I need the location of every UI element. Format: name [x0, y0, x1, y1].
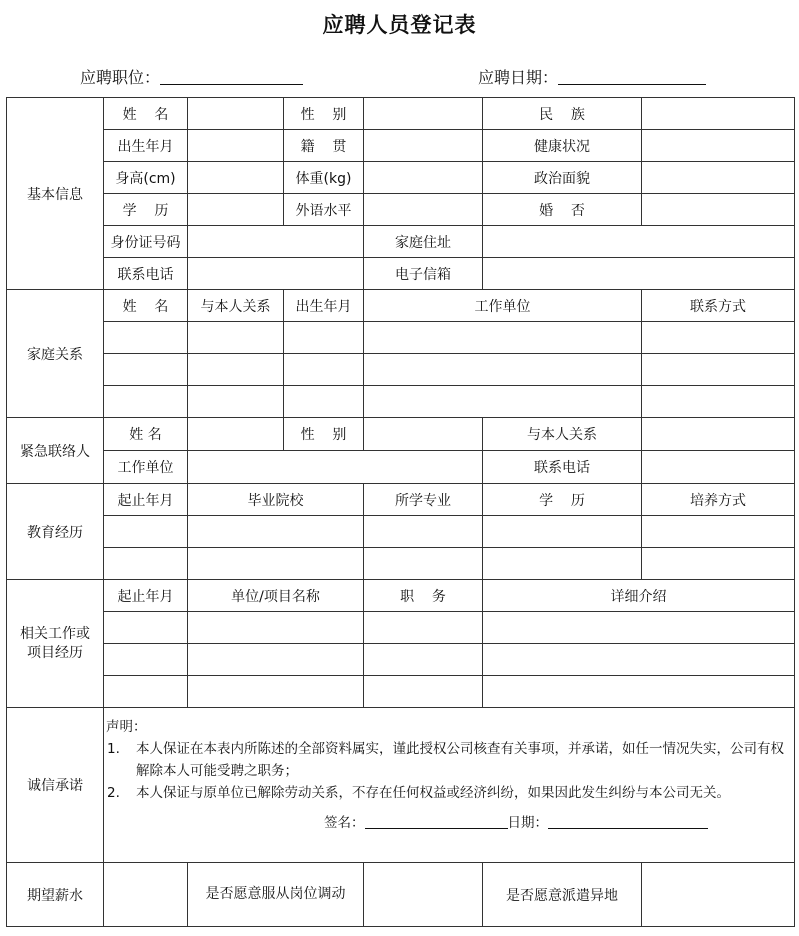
input-language[interactable]: [364, 194, 483, 226]
family-cell[interactable]: [188, 322, 284, 354]
work-header-unit: 单位/项目名称: [188, 580, 364, 612]
family-row: [7, 322, 795, 354]
label-phone: 联系电话: [104, 258, 188, 290]
family-header-relation: 与本人关系: [188, 290, 284, 322]
label-emergency-relation: 与本人关系: [483, 418, 642, 451]
work-cell[interactable]: [483, 644, 795, 676]
section-emergency-contact: 紧急联络人: [7, 418, 104, 484]
family-row: [7, 354, 795, 386]
work-header-position: 职 务: [364, 580, 483, 612]
label-id-number: 身份证号码: [104, 226, 188, 258]
education-header-period: 起止年月: [104, 484, 188, 516]
work-row: [7, 644, 795, 676]
input-emergency-phone[interactable]: [642, 451, 795, 484]
input-emergency-name[interactable]: [188, 418, 284, 451]
input-emergency-work-unit[interactable]: [188, 451, 483, 484]
education-cell[interactable]: [483, 548, 642, 580]
date-field: [478, 65, 706, 88]
registration-form: [6, 97, 795, 927]
statement-item: [106, 782, 784, 804]
label-emergency-phone: 联系电话: [483, 451, 642, 484]
sign-date-input-line[interactable]: [548, 814, 708, 829]
work-cell[interactable]: [104, 612, 188, 644]
label-health: 健康状况: [483, 130, 642, 162]
position-input-line[interactable]: [160, 68, 303, 85]
education-cell[interactable]: [483, 516, 642, 548]
section-work-line2: 项目经历: [27, 644, 83, 661]
section-work-experience: [7, 580, 104, 708]
work-cell[interactable]: [483, 612, 795, 644]
section-education: 教育经历: [7, 484, 104, 580]
work-cell[interactable]: [104, 644, 188, 676]
label-marital: 婚 否: [483, 194, 642, 226]
education-header-mode: 培养方式: [642, 484, 795, 516]
input-emergency-relation[interactable]: [642, 418, 795, 451]
input-name[interactable]: [188, 98, 284, 130]
input-native-place[interactable]: [364, 130, 483, 162]
label-gender: 性 别: [284, 98, 364, 130]
family-header-contact: 联系方式: [642, 290, 795, 322]
education-cell[interactable]: [642, 516, 795, 548]
input-accept-reassignment[interactable]: [364, 863, 483, 927]
family-cell[interactable]: [104, 354, 188, 386]
family-header-birth: 出生年月: [284, 290, 364, 322]
education-cell[interactable]: [104, 516, 188, 548]
input-birth[interactable]: [188, 130, 284, 162]
education-cell[interactable]: [188, 548, 364, 580]
work-row: [7, 612, 795, 644]
statement-item-text: 本人保证与原单位已解除劳动关系，不存在任何权益或经济纠纷，如果因此发生纠纷与本公司无关。: [136, 785, 730, 801]
input-weight[interactable]: [364, 162, 483, 194]
work-cell[interactable]: [104, 676, 188, 708]
education-row: [7, 516, 795, 548]
signature-label: 签名：: [324, 815, 365, 831]
date-input-line[interactable]: [558, 68, 706, 85]
family-cell[interactable]: [364, 386, 642, 418]
education-cell[interactable]: [364, 516, 483, 548]
section-basic-info: 基本信息: [7, 98, 104, 290]
statement-item-number: 2.: [107, 785, 120, 801]
position-label: 应聘职位：: [80, 68, 161, 87]
section-work-line1: 相关工作或: [20, 625, 90, 642]
form-title: 应聘人员登记表: [322, 13, 477, 37]
family-cell[interactable]: [188, 354, 284, 386]
education-header-major: 所学专业: [364, 484, 483, 516]
label-ethnicity: 民 族: [483, 98, 642, 130]
education-cell[interactable]: [188, 516, 364, 548]
label-expected-salary: 期望薪水: [7, 863, 104, 927]
label-accept-relocation: 是否愿意派遣异地: [483, 863, 642, 927]
education-cell[interactable]: [642, 548, 795, 580]
section-family: 家庭关系: [7, 290, 104, 418]
label-address: 家庭住址: [364, 226, 483, 258]
label-name: 姓 名: [104, 98, 188, 130]
education-row: [7, 548, 795, 580]
statement-intro: 声明：: [106, 719, 147, 735]
statement-item: [106, 738, 784, 782]
work-cell[interactable]: [364, 676, 483, 708]
label-email: 电子信箱: [364, 258, 483, 290]
education-cell[interactable]: [364, 548, 483, 580]
statement-item-number: 1.: [107, 741, 120, 757]
input-address[interactable]: [483, 226, 795, 258]
label-emergency-name: 姓 名: [104, 418, 188, 451]
family-cell[interactable]: [284, 354, 364, 386]
statement-item-text: 本人保证在本表内所陈述的全部资料属实，谨此授权公司核查有关事项，并承诺，如任一情况失实，公司有权解除本人可能受聘之职务；: [136, 741, 784, 779]
work-cell[interactable]: [188, 676, 364, 708]
work-cell[interactable]: [364, 644, 483, 676]
signature-input-line[interactable]: [365, 814, 508, 829]
input-emergency-gender[interactable]: [364, 418, 483, 451]
family-cell[interactable]: [104, 386, 188, 418]
family-cell[interactable]: [642, 322, 795, 354]
input-email[interactable]: [483, 258, 795, 290]
education-cell[interactable]: [104, 548, 188, 580]
input-politics[interactable]: [642, 162, 795, 194]
family-cell[interactable]: [364, 322, 642, 354]
section-integrity: 诚信承诺: [7, 708, 104, 863]
statement-list: [106, 738, 784, 804]
family-cell[interactable]: [364, 354, 642, 386]
label-emergency-gender: 性 别: [284, 418, 364, 451]
label-emergency-work-unit: 工作单位: [104, 451, 188, 484]
label-accept-reassignment: 是否愿意服从岗位调动: [188, 863, 364, 927]
family-cell[interactable]: [104, 322, 188, 354]
family-cell[interactable]: [642, 386, 795, 418]
label-native-place: 籍 贯: [284, 130, 364, 162]
input-gender[interactable]: [364, 98, 483, 130]
input-marital[interactable]: [642, 194, 795, 226]
family-cell[interactable]: [284, 322, 364, 354]
input-id-number[interactable]: [188, 226, 364, 258]
work-row: [7, 676, 795, 708]
education-header-school: 毕业院校: [188, 484, 364, 516]
family-cell[interactable]: [284, 386, 364, 418]
input-ethnicity[interactable]: [642, 98, 795, 130]
label-height: 身高(cm): [104, 162, 188, 194]
work-header-details: 详细介绍: [483, 580, 795, 612]
work-cell[interactable]: [483, 676, 795, 708]
family-header-work-unit: 工作单位: [364, 290, 642, 322]
label-politics: 政治面貌: [483, 162, 642, 194]
family-cell[interactable]: [642, 354, 795, 386]
input-education[interactable]: [188, 194, 284, 226]
label-weight: 体重(kg): [284, 162, 364, 194]
label-language: 外语水平: [284, 194, 364, 226]
input-expected-salary[interactable]: [104, 863, 188, 927]
input-phone[interactable]: [188, 258, 364, 290]
input-height[interactable]: [188, 162, 284, 194]
input-accept-relocation[interactable]: [642, 863, 795, 927]
family-cell[interactable]: [188, 386, 284, 418]
input-health[interactable]: [642, 130, 795, 162]
label-birth: 出生年月: [104, 130, 188, 162]
registration-table: [6, 97, 795, 927]
work-cell[interactable]: [188, 612, 364, 644]
family-header-name: 姓 名: [104, 290, 188, 322]
sign-date-label: 日期：: [507, 815, 548, 831]
family-row: [7, 386, 795, 418]
work-cell[interactable]: [364, 612, 483, 644]
date-label: 应聘日期：: [478, 68, 559, 87]
work-header-period: 起止年月: [104, 580, 188, 612]
signature-row: [106, 812, 784, 834]
integrity-statement: [104, 708, 795, 863]
label-education: 学 历: [104, 194, 188, 226]
education-header-degree: 学 历: [483, 484, 642, 516]
position-field: [80, 65, 303, 88]
work-cell[interactable]: [188, 644, 364, 676]
